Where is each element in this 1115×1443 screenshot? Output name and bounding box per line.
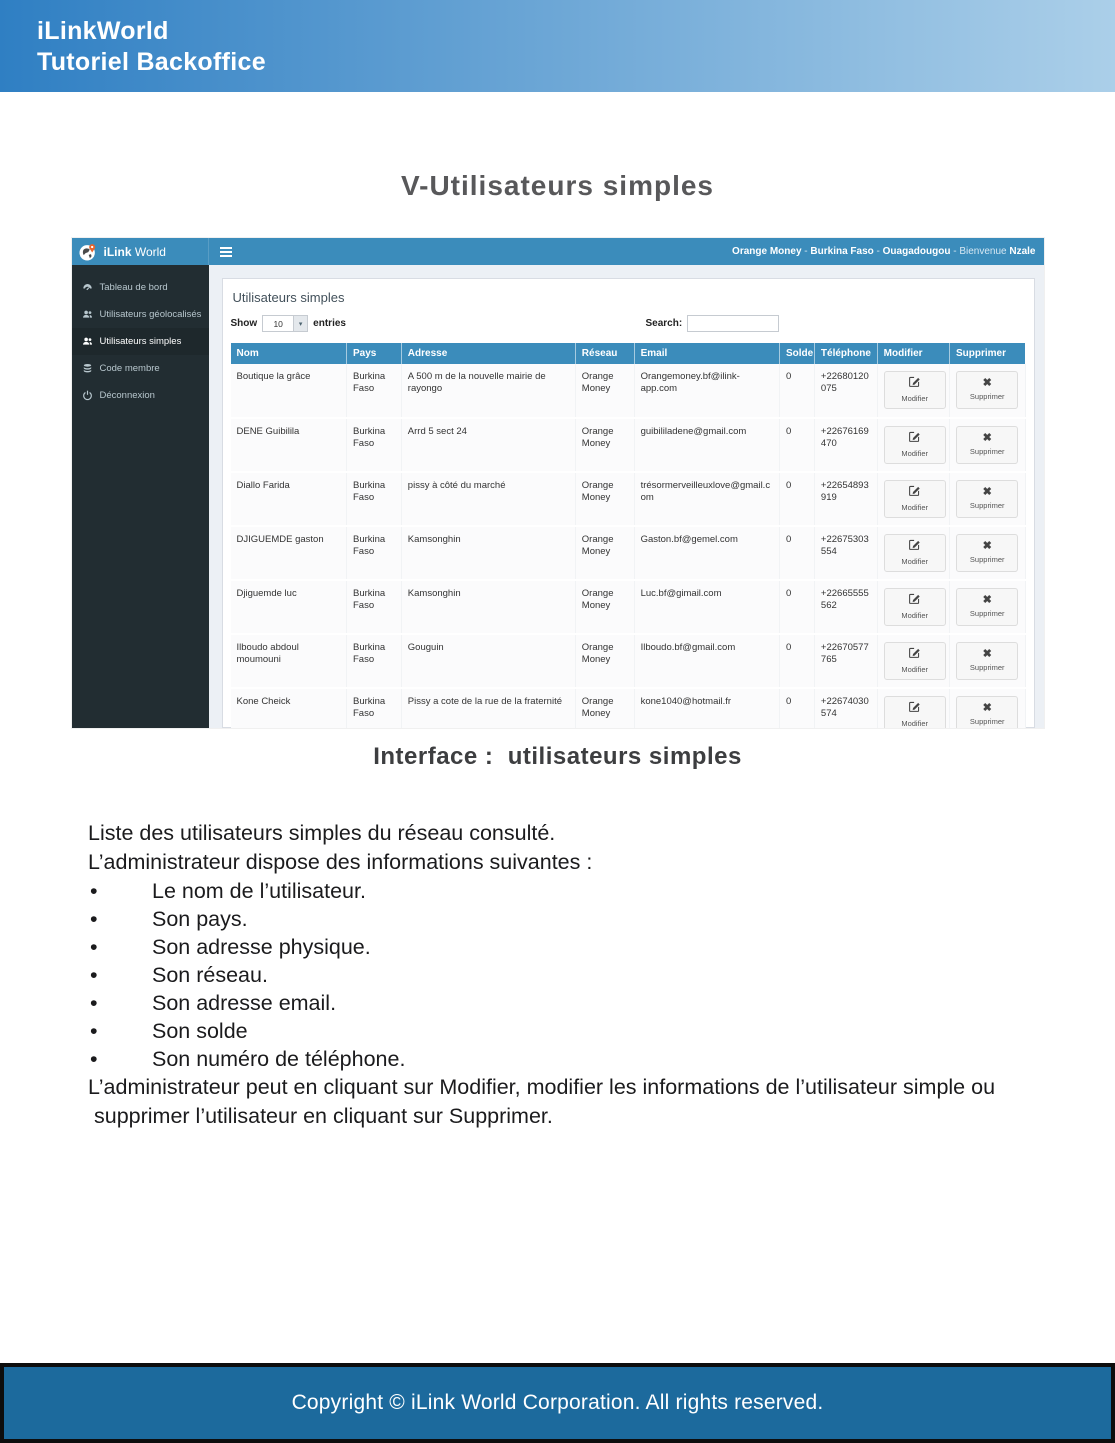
cell-adresse: Kamsonghin [401,580,575,634]
cell-adresse: Kamsonghin [401,526,575,580]
cell-email: kone1040@hotmail.fr [634,688,779,728]
cell-email: Orangemoney.bf@ilink-app.com [634,364,779,418]
column-header-modifier: Modifier [877,343,949,364]
users-icon [82,336,93,347]
cell-reseau: Orange Money [575,364,634,418]
cell-solde: 0 [779,472,814,526]
hamburger-icon [220,247,232,249]
sidebar-item-deconnexion[interactable] [72,382,209,409]
column-header-adresse[interactable]: Adresse [401,343,575,364]
cell-adresse: pissy à côté du marché [401,472,575,526]
table-row [231,472,1026,526]
table-row [231,634,1026,688]
table-row [231,580,1026,634]
delete-button[interactable]: ✖ Supprimer [956,426,1018,464]
cell-email: trésormerveilleuxlove@gmail.com [634,472,779,526]
cell-nom: Djiguemde luc [231,580,347,634]
bullet-item: • Son adresse physique. [90,935,371,959]
figure-caption: Interface : utilisateurs simples [373,743,742,770]
users-table [231,343,1026,728]
edit-icon [908,646,921,662]
sidebar-item-label: Utilisateurs géolocalisés [99,309,202,320]
intro-line: L’administrateur dispose des informations suivantes : [88,850,593,874]
cell-solde: 0 [779,634,814,688]
cell-reseau: Orange Money [575,472,634,526]
intro-line: Liste des utilisateurs simples du réseau consulté. [88,821,556,845]
column-header-reseau[interactable]: Réseau [575,343,634,364]
cell-pays: Burkina Faso [346,688,401,728]
delete-button[interactable]: ✖ Supprimer [956,480,1018,518]
cell-telephone: +22665555562 [814,580,877,634]
table-controls [231,315,1026,343]
sidebar-item-label: Code membre [99,363,160,374]
show-label: Show [230,318,258,329]
cell-pays: Burkina Faso [346,472,401,526]
table-row [231,688,1026,728]
cell-telephone: +22670577765 [814,634,877,688]
backoffice-screenshot [72,238,1044,728]
bullet-icon: • [90,991,98,1015]
cell-solde: 0 [779,526,814,580]
cell-reseau: Orange Money [575,580,634,634]
description-text [88,819,1055,1131]
close-icon: ✖ [982,539,992,552]
database-icon [82,363,93,374]
delete-button[interactable]: ✖ Supprimer [956,696,1018,728]
column-header-solde[interactable]: Solde [779,343,814,364]
cell-pays: Burkina Faso [346,580,401,634]
users-icon [82,309,93,320]
bullet-item: • Son adresse email. [90,991,337,1015]
edit-icon [908,484,921,500]
topbar-status: Orange Money - Burkina Faso - Ouagadougou - Bienvenue Nzale [732,246,1036,257]
bullet-icon: • [90,963,98,987]
modify-button[interactable]: Modifier [884,696,946,728]
edit-icon [908,430,921,446]
cell-nom: Diallo Farida [231,472,347,526]
close-icon: ✖ [982,701,992,714]
cell-nom: DENE Guibilila [231,418,347,472]
copyright-text: Copyright © iLink World Corporation. All rights reserved. [291,1391,824,1414]
table-row [231,418,1026,472]
close-icon: ✖ [982,485,992,498]
bullet-icon: • [90,1019,98,1043]
sidebar [72,265,209,728]
power-icon [82,390,93,401]
menu-toggle-button[interactable] [209,238,243,265]
globe-icon [78,242,98,262]
close-icon: ✖ [982,593,992,606]
cell-nom: DJIGUEMDE gaston [231,526,347,580]
sidebar-item-code-membre[interactable] [72,355,209,382]
bullet-item: • Son numéro de téléphone. [90,1047,406,1071]
cell-email: guibililadene@gmail.com [634,418,779,472]
cell-email: Ilboudo.bf@gmail.com [634,634,779,688]
cell-pays: Burkina Faso [346,526,401,580]
search-input[interactable] [687,315,779,332]
brand-name: iLink World [103,244,166,259]
brand-logo[interactable] [72,238,209,265]
edit-icon [908,538,921,554]
sidebar-item-utilisateurs-simples[interactable] [72,328,209,355]
modify-button[interactable]: Modifier [884,426,946,464]
delete-button[interactable]: ✖ Supprimer [956,588,1018,626]
cell-pays: Burkina Faso [346,418,401,472]
cell-adresse: Pissy a cote de la rue de la fraternité [401,688,575,728]
sidebar-item-label: Utilisateurs simples [99,336,182,347]
cell-telephone: +22674030574 [814,688,877,728]
cell-solde: 0 [779,364,814,418]
content-title: Utilisateurs simples [232,290,345,305]
page-footer [0,1363,1115,1443]
sidebar-item-tableau-de-bord[interactable] [72,274,209,301]
cell-adresse: Arrd 5 sect 24 [401,418,575,472]
modify-button[interactable]: Modifier [884,371,946,409]
cell-nom: Ilboudo abdoul moumouni [231,634,347,688]
dashboard-icon [82,282,93,293]
entries-label: entries [313,318,346,329]
bullet-item: • Le nom de l’utilisateur. [90,879,366,903]
cell-reseau: Orange Money [575,634,634,688]
sidebar-item-utilisateurs-geolocalises[interactable] [72,301,209,328]
cell-telephone: +22676169470 [814,418,877,472]
content-area [209,265,1044,728]
table-row [231,364,1026,418]
bullet-icon: • [90,907,98,931]
cell-nom: Boutique la grâce [231,364,347,418]
cell-solde: 0 [779,688,814,728]
cell-solde: 0 [779,418,814,472]
sidebar-item-label: Déconnexion [99,390,155,401]
close-icon: ✖ [982,376,992,389]
modify-button[interactable]: Modifier [884,534,946,572]
document-header-subtitle: Tutoriel Backoffice [37,48,266,76]
page-size-select[interactable]: 10 ▾ [262,315,308,332]
outro-line: supprimer l’utilisateur en cliquant sur Supprimer. [88,1104,553,1128]
edit-icon [908,375,921,391]
close-icon: ✖ [982,431,992,444]
page-title: V-Utilisateurs simples [400,170,714,201]
bullet-icon: • [90,879,98,903]
column-header-email[interactable]: Email [634,343,779,364]
document-header-title: iLinkWorld [37,17,169,45]
topbar [72,238,1044,265]
cell-solde: 0 [779,580,814,634]
chevron-down-icon: ▾ [293,316,307,331]
users-card [222,278,1035,728]
cell-reseau: Orange Money [575,688,634,728]
search-label: Search: [645,318,683,329]
document-header [0,0,1115,92]
modify-button[interactable]: Modifier [884,588,946,626]
modify-button[interactable]: Modifier [884,642,946,680]
cell-adresse: A 500 m de la nouvelle mairie de rayongo [401,364,575,418]
delete-button[interactable]: ✖ Supprimer [956,642,1018,680]
cell-telephone: +22654893919 [814,472,877,526]
cell-email: Gaston.bf@gemel.com [634,526,779,580]
modify-button[interactable]: Modifier [884,480,946,518]
cell-nom: Kone Cheick [231,688,347,728]
column-header-pays[interactable]: Pays [346,343,401,364]
cell-telephone: +22680120075 [814,364,877,418]
bullet-item: • Son réseau. [90,963,268,987]
edit-icon [908,700,921,716]
bullet-icon: • [90,1047,98,1071]
cell-pays: Burkina Faso [346,634,401,688]
bullet-icon: • [90,935,98,959]
cell-email: Luc.bf@gimail.com [634,580,779,634]
column-header-telephone[interactable]: Téléphone [814,343,877,364]
edit-icon [908,592,921,608]
cell-reseau: Orange Money [575,526,634,580]
bullet-item: • Son solde [90,1019,248,1043]
sidebar-item-label: Tableau de bord [99,282,168,293]
outro-line: L’administrateur peut en cliquant sur Modifier, modifier les informations de l’utilisateur simple ou [88,1075,996,1099]
cell-adresse: Gouguin [401,634,575,688]
cell-pays: Burkina Faso [346,364,401,418]
cell-reseau: Orange Money [575,418,634,472]
table-row [231,526,1026,580]
cell-telephone: +22675303554 [814,526,877,580]
delete-button[interactable]: ✖ Supprimer [956,534,1018,572]
delete-button[interactable]: ✖ Supprimer [956,371,1018,409]
column-header-supprimer: Supprimer [949,343,1025,364]
bullet-item: • Son pays. [90,907,248,931]
close-icon: ✖ [982,647,992,660]
column-header-nom[interactable]: Nom [231,343,347,364]
